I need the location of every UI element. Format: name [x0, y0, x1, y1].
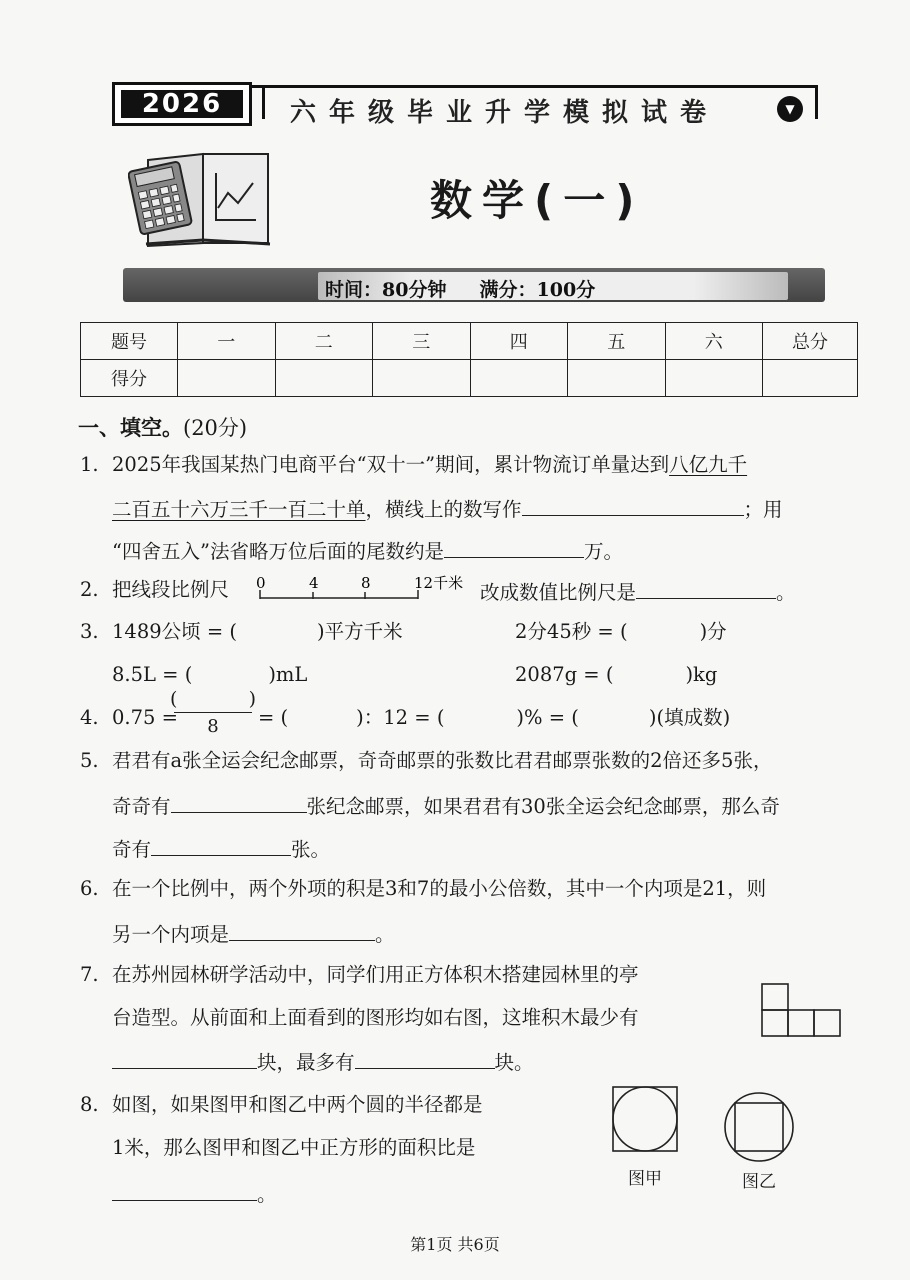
cube-view-figure — [760, 982, 846, 1040]
figure-a-square-circumscribed — [610, 1084, 680, 1158]
q2-text-a: 把线段比例尺 — [112, 578, 230, 601]
year-badge — [112, 82, 252, 126]
series-title: 六年级毕业升学模拟试卷 — [290, 98, 720, 128]
figure-b-label: 图乙 — [742, 1172, 776, 1192]
question-number: 1. — [80, 453, 99, 476]
year-text: 2026 — [121, 90, 243, 118]
line-scale-ruler — [250, 572, 480, 604]
fraction-bar — [174, 712, 252, 713]
score-input-cell[interactable] — [568, 360, 666, 397]
table-cell: 得分 — [81, 360, 178, 397]
question-number: 2. — [80, 578, 99, 601]
score-input-cell[interactable] — [470, 360, 568, 397]
header-rule-right-tick — [815, 85, 818, 119]
ruler-tick-label: 0 — [256, 574, 266, 592]
q5-line1: 君君有a张全运会纪念邮票，奇奇邮票的张数比君君邮票张数的2倍还多5张， — [112, 749, 773, 772]
table-row — [81, 360, 858, 397]
q3-item-c: 8.5L = ( )mL — [112, 663, 308, 686]
q5-line3: 奇有 张。 — [112, 838, 331, 861]
q7-line1: 在苏州园林研学活动中，同学们用正方体积木搭建园林里的亭 — [112, 963, 639, 986]
score-input-cell[interactable] — [665, 360, 763, 397]
table-row — [81, 323, 858, 360]
figure-a-label: 图甲 — [628, 1169, 662, 1189]
table-cell: 题号 — [81, 323, 178, 360]
section-title: 一、填空。(20分) — [78, 416, 248, 440]
table-cell: 一 — [178, 323, 276, 360]
answer-blank[interactable] — [355, 1050, 495, 1069]
answer-blank[interactable] — [151, 837, 291, 856]
calculator-book-icon — [128, 148, 278, 248]
table-cell: 总分 — [763, 323, 858, 360]
question-number: 3. — [80, 620, 99, 643]
question-number: 8. — [80, 1093, 99, 1116]
q7-line3: 块，最多有 块。 — [112, 1050, 534, 1073]
q6-line2: 另一个内项是 。 — [112, 923, 395, 946]
answer-blank[interactable] — [636, 580, 776, 599]
chevron-down-icon: ▼ — [777, 96, 803, 122]
q1-line1: 2025年我国某热门电商平台“双十一”期间，累计物流订单量达到八亿九千 — [112, 453, 748, 476]
answer-blank[interactable] — [229, 922, 375, 941]
q8-line3: 。 — [112, 1182, 277, 1205]
ruler-tick-label: 12千米 — [414, 574, 464, 592]
section-points: (20分) — [183, 416, 248, 440]
score-input-cell[interactable] — [763, 360, 858, 397]
q8-line1: 如图，如果图甲和图乙中两个圆的半径都是 — [112, 1093, 483, 1116]
q5-line2: 奇奇有 张纪念邮票，如果君君有30张全运会纪念邮票，那么奇 — [112, 795, 780, 818]
fraction: ( ) 8 — [170, 688, 256, 737]
answer-blank[interactable] — [171, 794, 307, 813]
score-table — [80, 322, 858, 397]
table-cell: 五 — [568, 323, 666, 360]
score-input-cell[interactable] — [275, 360, 373, 397]
table-cell: 四 — [470, 323, 568, 360]
score-label: 满分：100分 — [479, 279, 596, 301]
ruler-tick-label: 8 — [361, 574, 371, 592]
header-rule — [252, 85, 818, 88]
header-rule-left-tick — [262, 85, 265, 119]
answer-blank[interactable] — [112, 1050, 257, 1069]
q1-line2: 二百五十六万三千一百二十单，横线上的数写作 ；用 — [112, 498, 783, 521]
q2-text-b: 改成数值比例尺是 。 — [480, 581, 796, 604]
answer-blank[interactable] — [522, 497, 744, 516]
q3-item-a: 1489公顷 = ( )平方千米 — [112, 620, 403, 643]
question-number: 6. — [80, 877, 99, 900]
table-cell: 二 — [275, 323, 373, 360]
score-input-cell[interactable] — [178, 360, 276, 397]
question-number: 7. — [80, 963, 99, 986]
question-number: 4. — [80, 706, 99, 729]
q3-item-d: 2087g = ( )kg — [515, 663, 718, 686]
q4-text-rest: = ( )：12 = ( )% = ( )(填成数) — [258, 706, 731, 729]
figure-b-square-inscribed — [722, 1090, 796, 1164]
q4-text-a: 0.75 = — [112, 706, 178, 729]
exam-info — [325, 275, 595, 302]
ruler-tick-label: 4 — [309, 574, 319, 592]
fraction-denominator: 8 — [207, 716, 219, 737]
q6-line1: 在一个比例中，两个外项的积是3和7的最小公倍数，其中一个内项是21，则 — [112, 877, 767, 900]
page-number: 第1页 共6页 — [410, 1235, 500, 1254]
answer-blank[interactable] — [112, 1182, 257, 1201]
subject-title: 数学(一) — [430, 176, 645, 225]
table-cell: 三 — [373, 323, 471, 360]
q8-line2: 1米，那么图甲和图乙中正方形的面积比是 — [112, 1136, 476, 1159]
question-number: 5. — [80, 749, 99, 772]
q1-line3: “四舍五入”法省略万位后面的尾数约是 万。 — [112, 540, 623, 563]
table-cell: 六 — [665, 323, 763, 360]
score-input-cell[interactable] — [373, 360, 471, 397]
answer-blank[interactable] — [444, 539, 584, 558]
time-label: 时间：80分钟 — [325, 279, 447, 301]
q3-item-b: 2分45秒 = ( )分 — [515, 620, 727, 643]
q7-line2: 台造型。从前面和上面看到的图形均如右图，这堆积木最少有 — [112, 1006, 639, 1029]
